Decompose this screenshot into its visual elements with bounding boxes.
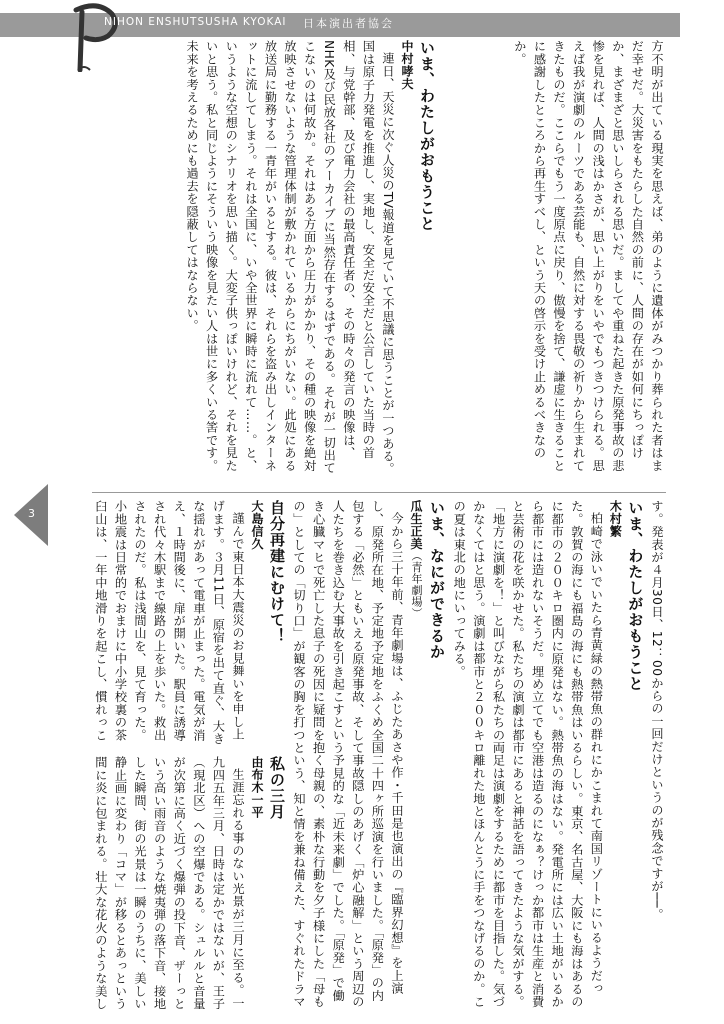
header-org-japanese: 日本演出者協会 [303, 17, 394, 30]
article-4 [450, 500, 666, 1010]
row-divider [92, 492, 666, 493]
article-1-body: 連日、天災に次ぐ人災のTV報道を見ていて不思議に思うことが一つある。国は原子力発電を推進し、実地し、安全だ安全だと公言していた当時の首相、与党幹部、及び電力会社の最高責任者の、その時々の発言の映像は、NHK及び民放各社のアーカイブに当然存在するはずである。それが一切出てこないのは何故か。それはある方面から圧力がかかり、その種の映像を絶対放映させないような管理体制が敷かれているからにちがいない。此処にある放送局に勤務する一青年がいるとする。彼は、それらを盗み出しインターネットに流してしまう。それは全国に、いや全世界に瞬時に流れて……。と、いうような空想のシナリオを思い描く。大変子供っぽいけれど、それを見たいと思う。私と同じようにそういう映像を見たい人は世に多くいる筈です。未来を考えるためにも過去を隠蔽してはならない。 [185, 40, 395, 476]
article-3-body: 謹んで東日本大震災のお見舞いを申し上げます。３月11日、原宿を出て直ぐ、大きな揺れがあって電車が止まった。電気が消え、１時間後に、扉が開いた。駅員に誘導され代々木駅まで線路の上を歩いた。救出されたのだ。私は浅間山を、見て育った。小地震は日常的でおまけに中小学校裏の茶臼山は、一年中地滑りを起こし、慣れっこ [93, 500, 245, 746]
article-2-body: 今から三十年前、青年劇場は、ふじたあさや作・千田是也演出の『臨界幻想』を上演し、原発所在地、予定地予定地をふくめ全国二十四ヶ所巡演を行いました。「原発」の内包する「必然」ともいえる原発事故、そして事故隠しのあげく「炉心融解」という周辺の人たちを巻き込む大事故を引き起こすという予見的な「近未来劇」でした。「原発」で働き心臓マヒで死亡した息子の死因に疑問を抱く母親の、素朴な行動を夕子様にした「母もの」としての「切り口」が観客の胸を打つという、知と情を兼ね備えた、すぐれたドラマ [292, 500, 404, 1008]
article-5-body: 生涯忘れる事のない光景が三月に至る。一九四五年三月、日時は定かではないが、王子（現北区）への空爆である。シュルルと音量が次第に高く近づく爆弾の投下音、ザーっという高い雨音のような焼夷弾の落下音、接地した瞬間、街の光景は一瞬のうちに、美しい静止画に変わり「コマ」が移るとあっという間に炎に包まれる。壮大な花火のような美し [93, 756, 245, 1010]
article-4-body: 柏崎で泳いでいたら青黄緑の熱帯魚の群れにかこまれて南国リゾートにいるようだった。敦賀の海にも福島の海にも熱帯魚はいるらしい。東京、名古屋、大阪にも海はあるのに都市の２００キロ圏内に原発はない。熱帯魚の海はない。発電所には広い土地がいるから都市には造れないそうだ。埋め立てでも空港は造るのになぁ？けっか都市は生産と消費と芸術の花を咲かせた。私たちの演劇は都市にあると神話を語ってきたような気がする。「地方に演劇を！」と叫びながら私たちの両足は演劇をするために都市を目指した。気づかなくてはと思う。演劇は都市と２００キロ離れた地とほんとうに手をつなげるのか。この夏は東北の地にいってみる。 [452, 500, 604, 1008]
article-2 [290, 500, 448, 1010]
article-3-author: 大島信久 [250, 500, 264, 550]
article-3 [90, 500, 288, 750]
article-5-author: 由布木一平 [250, 756, 264, 819]
article-2-author: 瓜生正美（青年劇場） [409, 500, 423, 619]
article-1 [90, 40, 438, 480]
article-2-affiliation: （青年劇場） [410, 550, 423, 619]
article-tail: す。発表が４月30日、12：00からの一回だけというのが残念ですが──。 [650, 500, 664, 921]
article-4-title: いま、わたしがおもうこと [626, 500, 645, 692]
page-number: 3 [28, 507, 35, 520]
continuation-paragraph: 方不明が出ている現実を思えば、弟のように遺体がみつかり葬られた者はまだ幸せだ。大災害をもたらした自然の前に、人間の存在が如何にちっぽけか、まざまざと思いしらされる思いだ。ましてや重ねた起きた原発事故の悲惨を見れば、人間の浅はかさが、思い上がりをいやでもつきつけられる。思えば我が演劇のルーツである芸能も、自然に対する畏敬の祈りから生まれてきたものだ。ここらでもう一度原点に戻り、傲慢を捨て、謙虚に生きることに感謝したところから再生すべし、という天の啓示を受け止めるべきなのか。 [512, 40, 664, 472]
header-org-english: NIHON ENSHUTSUSHA KYOKAI [104, 16, 287, 28]
article-1-author: 中村哮夫 [400, 40, 414, 90]
article-5-title: 私の三月 [268, 756, 286, 820]
article-1-title: いま、わたしがおもうこと [418, 40, 436, 232]
article-4-author: 木村繁 [608, 500, 623, 538]
article-3-title: 自分再建にむけて！ [268, 500, 286, 644]
article-2-title: いま、なにができるか [428, 500, 446, 660]
article-5 [90, 756, 288, 1010]
